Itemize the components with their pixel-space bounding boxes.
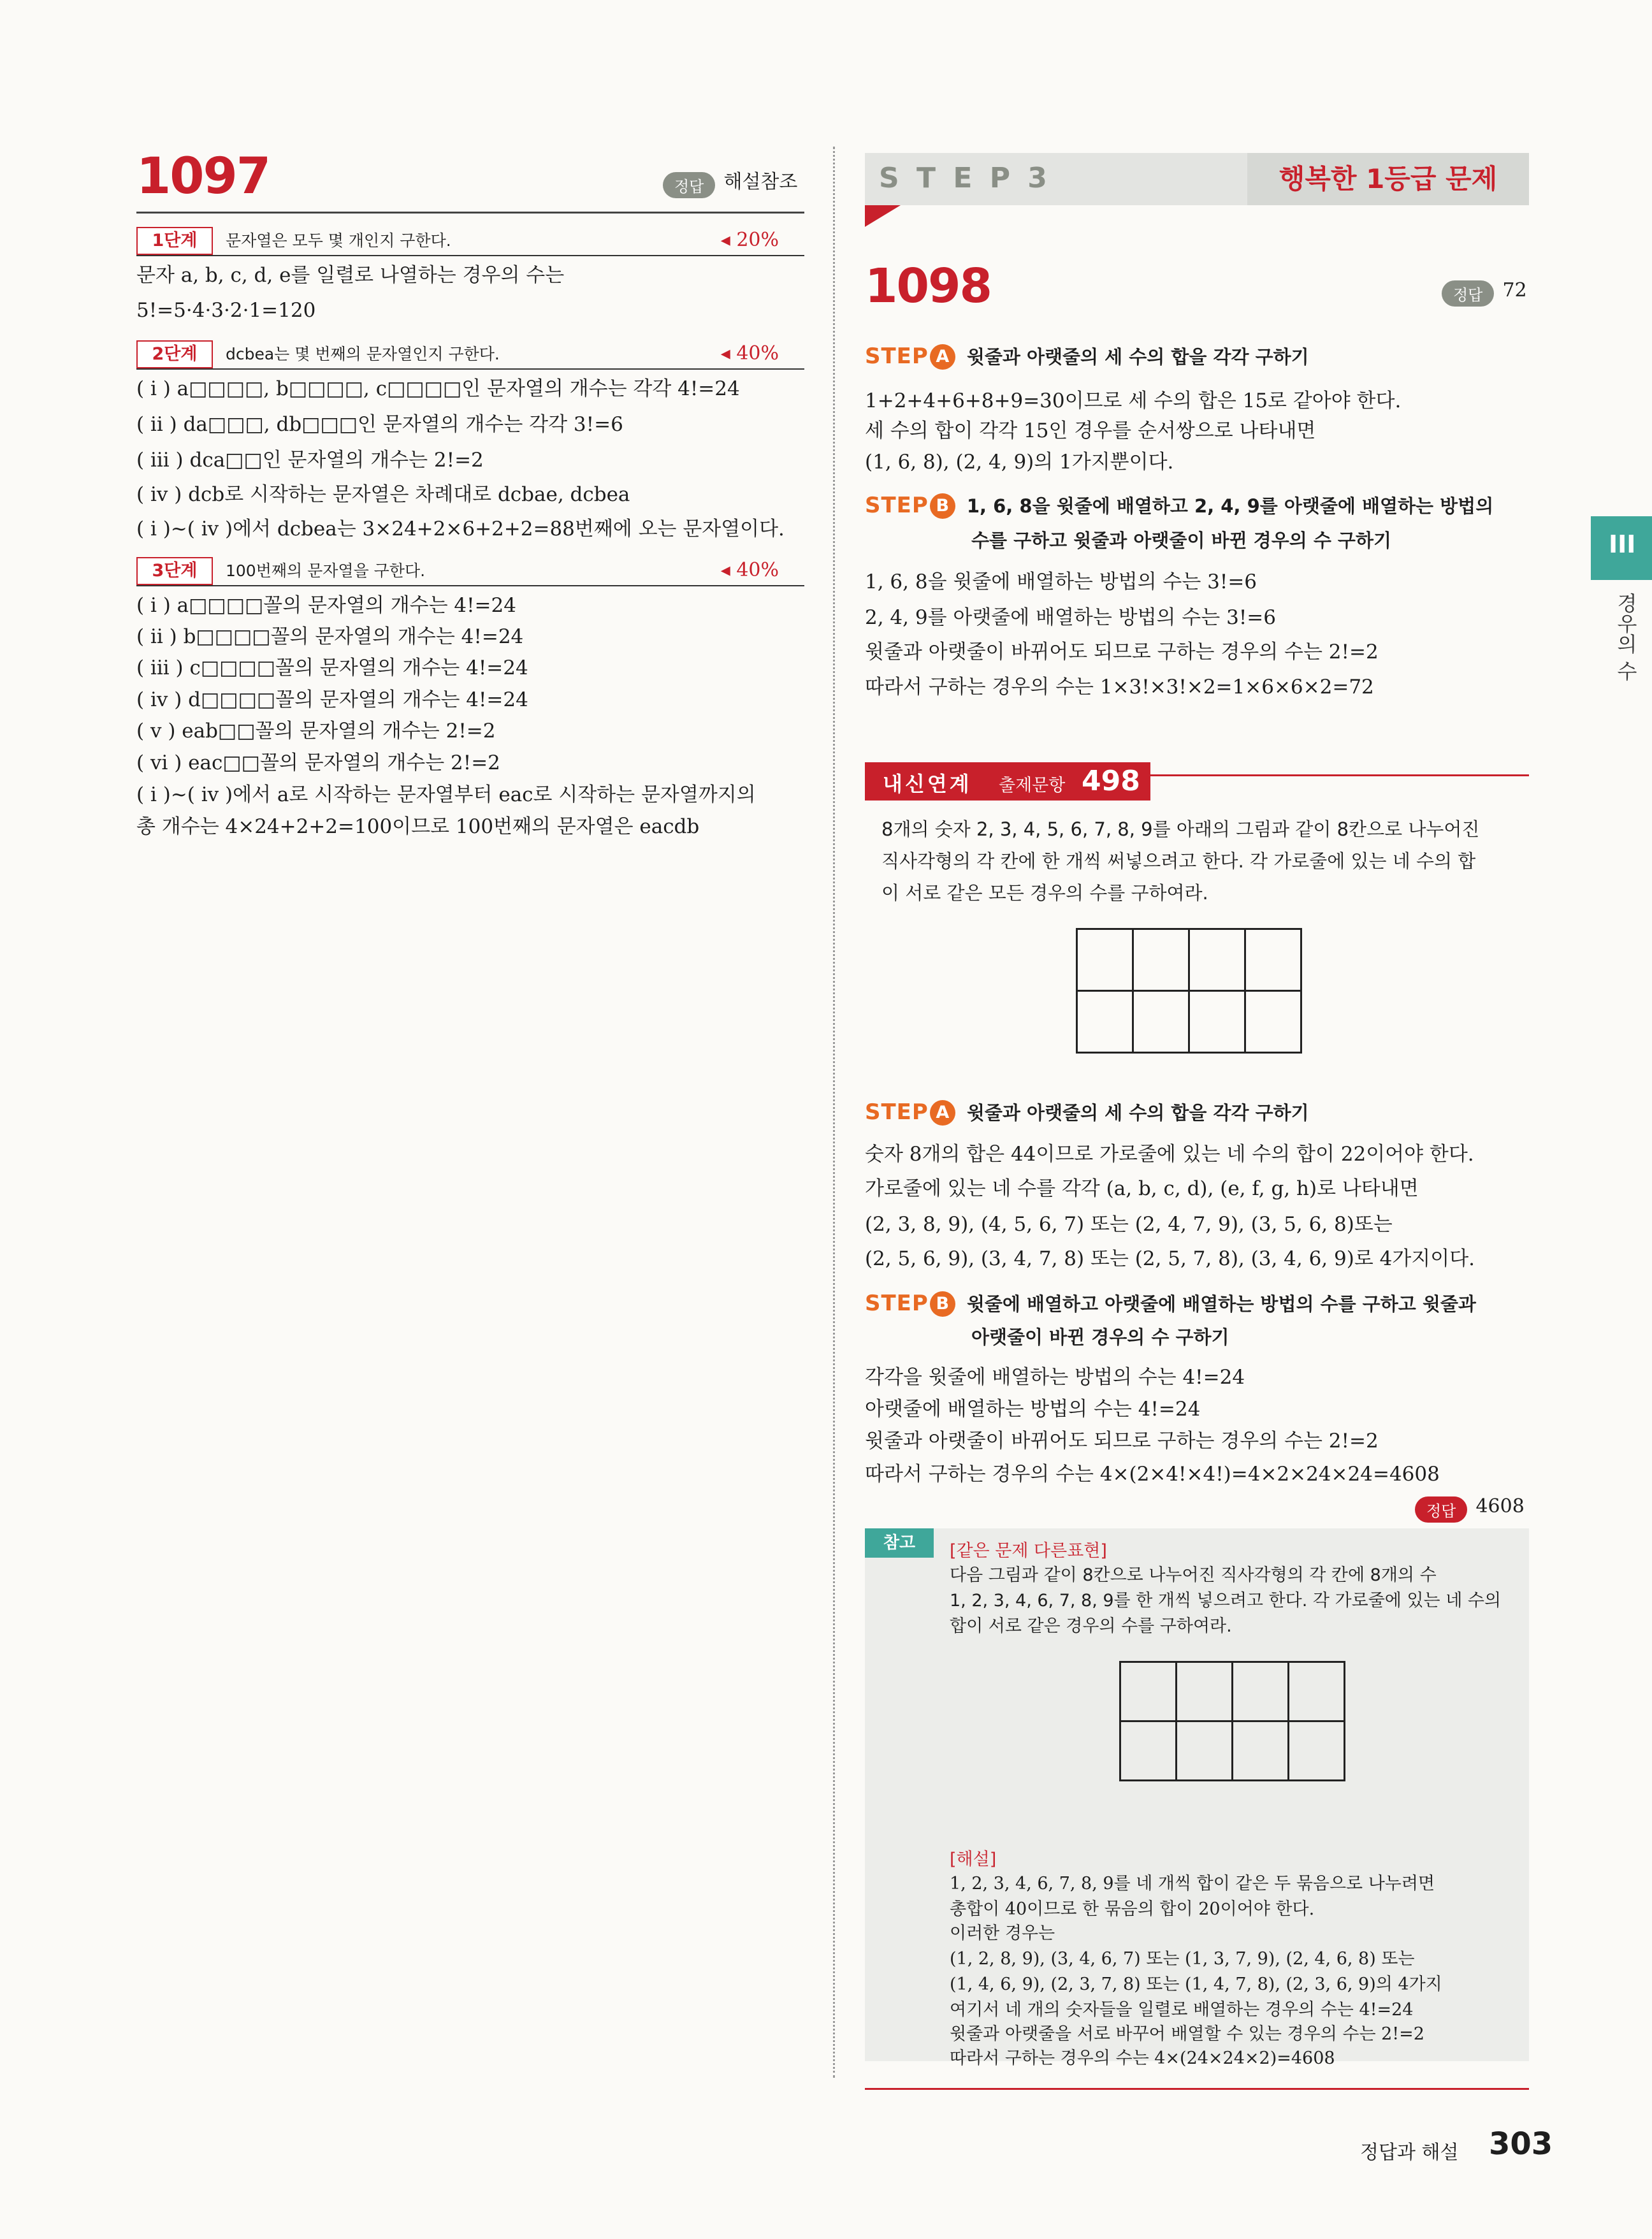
step-a-title: 윗줄과 아랫줄의 세 수의 합을 각각 구하기	[966, 346, 1309, 368]
chapter-numeral: III	[1609, 530, 1636, 558]
text-line: ( iii ) c□□□□꼴의 문자열의 개수는 4!=24	[136, 656, 528, 679]
answer-1097	[663, 166, 797, 198]
stage3-percent: ◂ 40%	[720, 559, 779, 581]
text-line: ( v ) eab□□꼴의 문자열의 개수는 2!=2	[136, 720, 496, 743]
text-line: 8개의 숫자 2, 3, 4, 5, 6, 7, 8, 9를 아래의 그림과 같이 8칸으로 나누어진	[881, 818, 1480, 840]
text-line: 아랫줄에 배열하는 방법의 수는 4!=24	[865, 1398, 1201, 1421]
stage3-label: 3단계	[136, 557, 213, 585]
text-line: (1, 4, 6, 9), (2, 3, 7, 8) 또는 (1, 4, 7, 8), (2, 3, 6, 9)의 4가지	[950, 1975, 1442, 1994]
text-line: 이러한 경우는	[950, 1924, 1055, 1943]
linked-step-a-header	[865, 1099, 1309, 1126]
text-line: 다음 그림과 같이 8칸으로 나누어진 직사각형의 각 칸에 8개의 수	[950, 1565, 1437, 1585]
stage2-header	[136, 339, 804, 370]
text-line: 직사각형의 각 칸에 한 개씩 써넣으려고 한다. 각 가로줄에 있는 네 수의 합	[881, 850, 1476, 872]
text-line: 이 서로 같은 모든 경우의 수를 구하여라.	[881, 882, 1208, 904]
text-line: 숫자 8개의 합은 44이므로 가로줄에 있는 네 수의 합이 22이어야 한다.	[865, 1143, 1474, 1166]
step-banner-title: 행복한 1등급 문제	[1247, 153, 1529, 205]
text-line: 세 수의 합이 각각 15인 경우를 순서쌍으로 나타내면	[865, 419, 1316, 442]
answer-value: 72	[1502, 279, 1527, 301]
stage1-header	[136, 226, 804, 256]
step-a-label: STEP	[865, 344, 929, 369]
chapter-title: 경우의 수	[1614, 593, 1638, 681]
text-line: 따라서 구하는 경우의 수는 4×(2×4!×4!)=4×2×24×24=4608	[865, 1463, 1440, 1486]
stage2-title: dcbea는 몇 번째의 문자열인지 구한다.	[226, 345, 500, 363]
text-line: 1, 2, 3, 4, 6, 7, 8, 9를 네 개씩 합이 같은 두 묶음으로 나누려면	[950, 1874, 1435, 1894]
text-line: 가로줄에 있는 네 수를 각각 (a, b, c, d), (e, f, g, h)로 나타내면	[865, 1177, 1419, 1200]
step-a-label: STEP	[865, 1099, 929, 1125]
answer-value: 해설참조	[723, 171, 798, 193]
text-line: ( iii ) dca□□인 문자열의 개수는 2!=2	[136, 449, 484, 472]
linked-tag-title: 내신연계	[883, 772, 972, 796]
stage2-label: 2단계	[136, 340, 213, 368]
text-line: 5!=5·4·3·2·1=120	[136, 299, 316, 322]
text-line: 총합이 40이므로 한 묶음의 합이 20이어야 한다.	[950, 1899, 1315, 1919]
step-a-header	[865, 343, 1309, 370]
linked-step-b-header	[865, 1290, 1476, 1317]
note-tag: 참고	[865, 1528, 934, 1558]
text-line: 1, 6, 8을 윗줄에 배열하는 방법의 수는 3!=6	[865, 570, 1257, 593]
answer-1098	[1442, 279, 1527, 307]
linked-tag-sub: 출제문항	[999, 776, 1066, 795]
stage2-percent: ◂ 40%	[720, 342, 779, 365]
solution-heading: [해설]	[950, 1850, 997, 1869]
bottom-rule	[865, 2088, 1529, 2090]
grid-diagram-note	[1119, 1661, 1345, 1781]
text-line: 총 개수는 4×24+2+2=100이므로 100번째의 문자열은 eacdb	[136, 815, 700, 838]
answer-label: 정답	[1415, 1496, 1467, 1523]
linked-step-a-title: 윗줄과 아랫줄의 세 수의 합을 각각 구하기	[966, 1102, 1309, 1124]
text-line: 1, 2, 3, 4, 6, 7, 8, 9를 한 개씩 넣으려고 한다. 각 가로줄에 있는 네 수의	[950, 1591, 1502, 1611]
note-heading: [같은 문제 다른표현]	[950, 1541, 1107, 1561]
step-b-letter: B	[930, 493, 955, 519]
banner-corner-triangle	[865, 205, 901, 227]
stage1-percent: ◂ 20%	[720, 229, 779, 251]
step-b-header	[865, 492, 1493, 519]
text-line: 윗줄과 아랫줄을 서로 바꾸어 배열할 수 있는 경우의 수는 2!=2	[950, 2024, 1424, 2044]
answer-label: 정답	[1442, 280, 1494, 307]
step-b-letter: B	[930, 1291, 955, 1317]
text-line: (2, 3, 8, 9), (4, 5, 6, 7) 또는 (2, 4, 7, 9), (3, 5, 6, 8)또는	[865, 1213, 1393, 1236]
stage3-header	[136, 556, 804, 586]
text-line: 문자 a, b, c, d, e를 일렬로 나열하는 경우의 수는	[136, 264, 565, 287]
text-line: ( i )~( iv )에서 a로 시작하는 문자열부터 eac로 시작하는 문자열까지의	[136, 783, 756, 806]
linked-problem-tag	[865, 762, 1150, 801]
text-line: ( iv ) dcb로 시작하는 문자열은 차례대로 dcbae, dcbea	[136, 483, 630, 506]
text-line: 따라서 구하는 경우의 수는 4×(24×24×2)=4608	[950, 2048, 1335, 2068]
step-b-label: STEP	[865, 1291, 929, 1316]
linked-step-b-title-2: 아랫줄이 바뀐 경우의 수 구하기	[971, 1326, 1229, 1348]
step-banner	[865, 153, 1529, 205]
text-line: ( i )~( iv )에서 dcbea는 3×24+2×6+2+2=88번째에 오는 문자열이다.	[136, 518, 785, 540]
text-line: 여기서 네 개의 숫자들을 일렬로 배열하는 경우의 수는 4!=24	[950, 2000, 1414, 2020]
text-line: (1, 6, 8), (2, 4, 9)의 1가지뿐이다.	[865, 451, 1174, 474]
problem-number-1097: 1097	[136, 148, 270, 205]
answer-value: 4608	[1475, 1495, 1525, 1518]
text-line: 각각을 윗줄에 배열하는 방법의 수는 4!=24	[865, 1366, 1245, 1389]
step-b-title-1: 1, 6, 8을 윗줄에 배열하고 2, 4, 9를 아랫줄에 배열하는 방법의	[966, 495, 1494, 517]
linked-tag-number: 498	[1082, 765, 1140, 797]
step-a-letter: A	[930, 344, 955, 370]
text-line: (2, 5, 6, 9), (3, 4, 7, 8) 또는 (2, 5, 7, 8), (3, 4, 6, 9)로 4가지이다.	[865, 1247, 1475, 1270]
text-line: ( ii ) da□□□, db□□□인 문자열의 개수는 각각 3!=6	[136, 413, 623, 436]
text-line: 윗줄과 아랫줄이 바뀌어도 되므로 구하는 경우의 수는 2!=2	[865, 641, 1379, 663]
page-number: 303	[1489, 2126, 1553, 2162]
text-line: ( i ) a□□□□꼴의 문자열의 개수는 4!=24	[136, 594, 516, 617]
step-banner-label: S T E P 3	[879, 162, 1051, 194]
column-divider	[833, 147, 835, 2078]
text-line: 1+2+4+6+8+9=30이므로 세 수의 합은 15로 같아야 한다.	[865, 389, 1402, 412]
text-line: 2, 4, 9를 아랫줄에 배열하는 방법의 수는 3!=6	[865, 606, 1276, 629]
header-rule	[136, 212, 804, 214]
text-line: 윗줄과 아랫줄이 바뀌어도 되므로 구하는 경우의 수는 2!=2	[865, 1430, 1379, 1453]
linked-step-b-title-1: 윗줄에 배열하고 아랫줄에 배열하는 방법의 수를 구하고 윗줄과	[966, 1293, 1476, 1315]
stage1-label: 1단계	[136, 227, 213, 255]
text-line: ( i ) a□□□□, b□□□□, c□□□□인 문자열의 개수는 각각 4!=24	[136, 377, 740, 400]
answer-498	[1415, 1495, 1525, 1523]
answer-label: 정답	[663, 172, 715, 198]
stage3-title: 100번째의 문자열을 구한다.	[226, 562, 426, 580]
step-b-title-2: 수를 구하고 윗줄과 아랫줄이 바뀐 경우의 수 구하기	[971, 530, 1391, 551]
problem-number-1098: 1098	[865, 259, 991, 314]
text-line: (1, 2, 8, 9), (3, 4, 6, 7) 또는 (1, 3, 7, 9), (2, 4, 6, 8) 또는	[950, 1949, 1415, 1969]
step-b-label: STEP	[865, 493, 929, 518]
stage1-title: 문자열은 모두 몇 개인지 구한다.	[226, 231, 451, 250]
footer-label: 정답과 해설	[1360, 2141, 1459, 2164]
text-line: 따라서 구하는 경우의 수는 1×3!×3!×2=1×6×6×2=72	[865, 676, 1374, 699]
text-line: ( iv ) d□□□□꼴의 문자열의 개수는 4!=24	[136, 688, 528, 711]
text-line: ( ii ) b□□□□꼴의 문자열의 개수는 4!=24	[136, 625, 524, 648]
chapter-side-tab	[1591, 516, 1652, 580]
text-line: ( vi ) eac□□꼴의 문자열의 개수는 2!=2	[136, 751, 500, 774]
step-a-letter: A	[930, 1100, 955, 1126]
grid-diagram-498	[1076, 928, 1302, 1054]
text-line: 합이 서로 같은 경우의 수를 구하여라.	[950, 1616, 1232, 1636]
